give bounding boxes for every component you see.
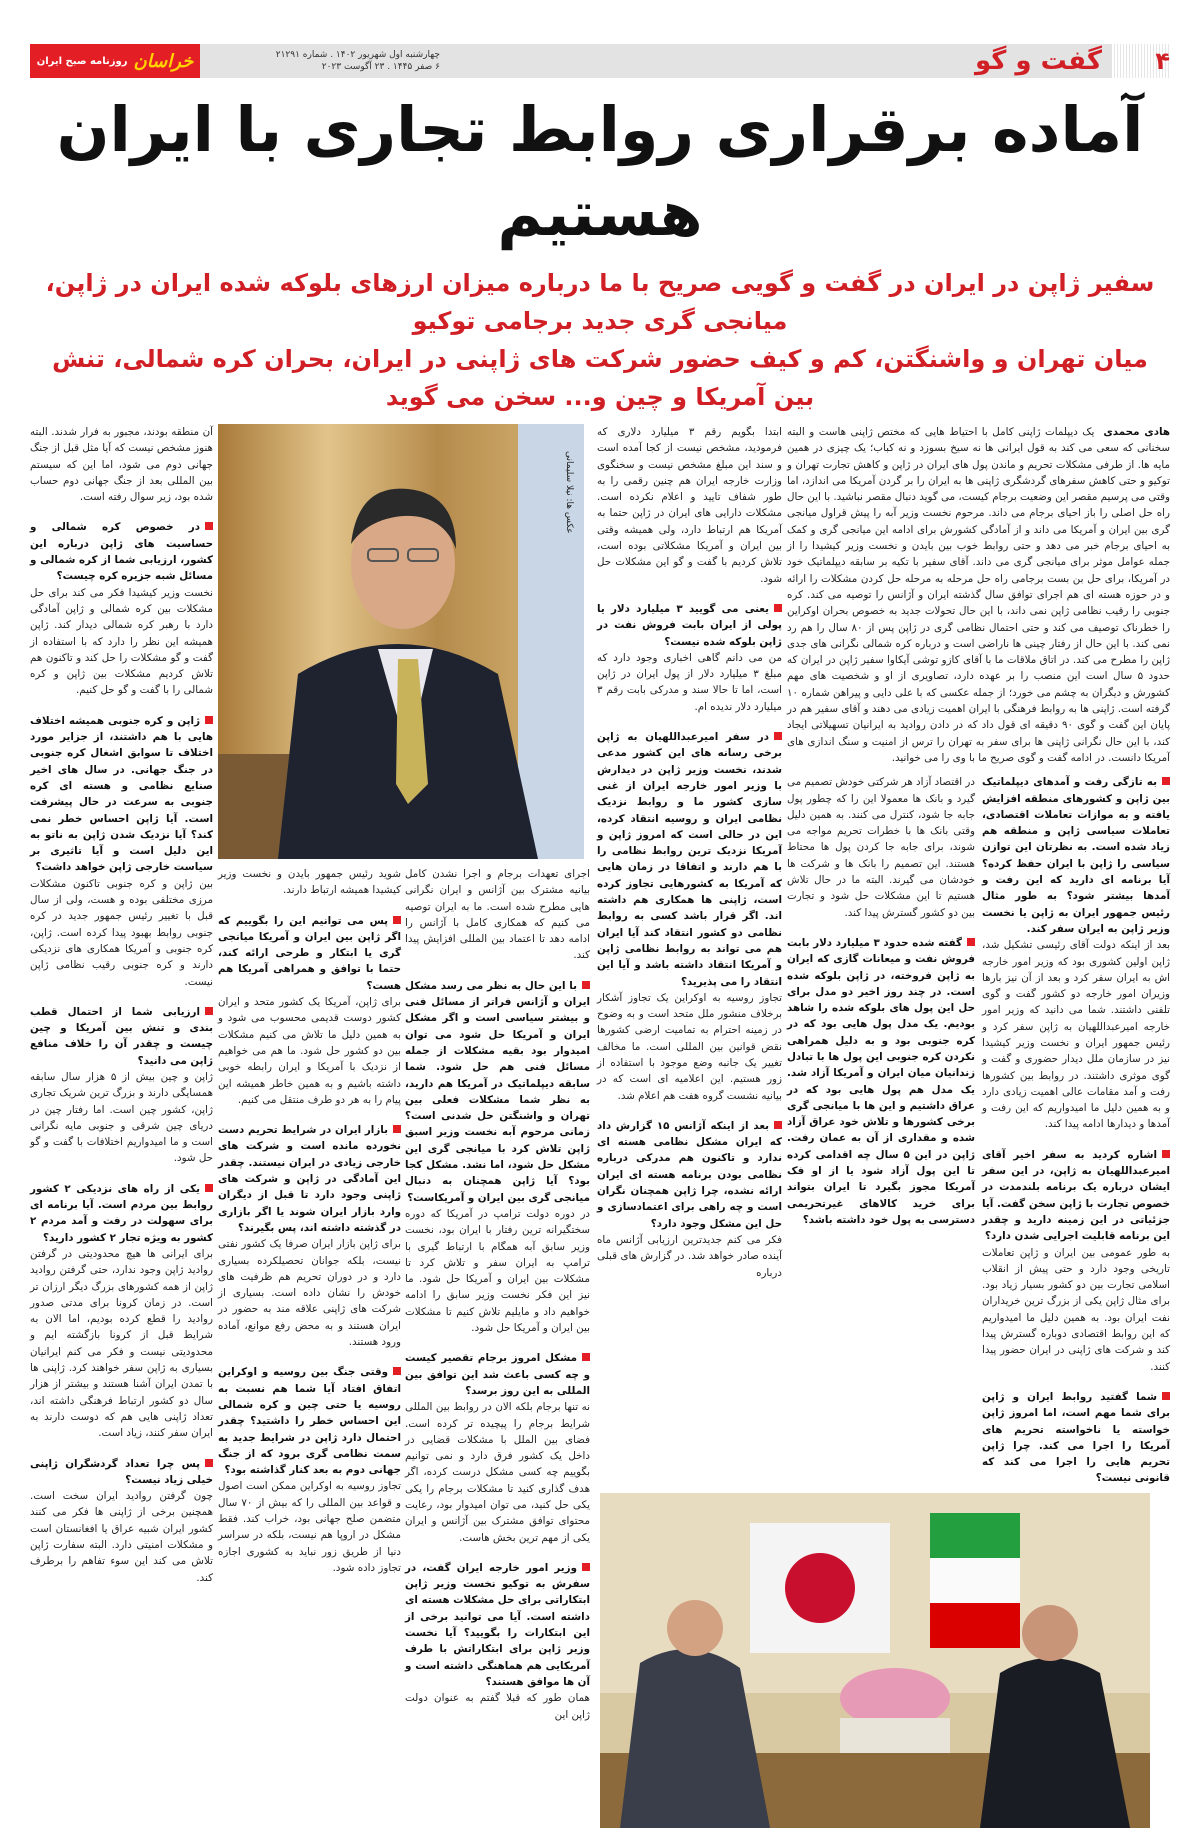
interview-answer: برای ژاپن بازار ایران صرفا یک کشور نفتی نیست، بلکه جوانان تحصیلکرده بسیاری دارد و در دوران تحریم هم ظرفیت های خودش را نشان داده است. بسیاری از شرکت های ژاپنی علاقه مند به حضور در ایران هستند و به محض رفع موانع، آماده ورود هستند. [218,1238,401,1349]
column-1 [982,774,1170,1486]
japan-flag-icon [750,1523,890,1653]
interview-answer: به طور عمومی بین ایران و ژاپن تعاملات تاریخی وجود دارد و حتی پیش از انقلاب اسلامی تجارت بین دو کشور بسیار زیاد بود. برای مثال ژاپن یکی از بزرگ ترین خریداران نفت ایران بود. به همین دلیل ما امیدواریم که این روابط اقتصادی دوباره گسترش پیدا کند و شرکت های ژاپنی در ایران حضور پیدا کنند. [982,1246,1170,1373]
interview-question: ژاپن و کره جنوبی همیشه اختلاف هایی با هم داشتند، از جزایر مورد اختلاف تا سوابق اشغال کره جنوبی در جنگ جهانی. در سال های اخیر صنایع نظامی و هسته ای کره جنوبی به سرعت در حال پیشرفت است. آیا ژاپن احساس خطر نمی کند؟ آیا نزدیک شدن ژاپن به ناتو به این دلیل است و آیا تاثیری بر سیاست خارجی ژاپن خواهد داشت؟ [30,713,213,876]
interview-question: بعد از اینکه آژانس ۱۵ گزارش داد که ایران مشکل نظامی هسته ای ندارد و تاکنون هم مدرکی درباره نظامی بودن برنامه هسته ای ایران ارائه نشده، چرا ژاپن همچنان نگران است و چه راهی برای اعتمادسازی و حل این مشکل وجود دارد؟ [597,1118,782,1232]
photo-credit: عکس ها: نیلا سلیمانی [564,451,574,534]
interview-answer: چون گرفتن روادید ایران سخت است. همچنین برخی از ژاپنی ها فکر می کنند کشور ایران شبیه عراق یا افغانستان است و مشکلات امنیتی دارد. البته سفارت ژاپن تلاش می کند این سوء تفاهم را برطرف کند. [30,1490,213,1584]
meeting-photo [600,1493,1150,1828]
interview-question: گفته شده حدود ۳ میلیارد دلار بابت فروش نفت و میعانات گازی که ایران به ژاپن فروخته، در ژاپن بلوکه شده است. در چند روز اخیر دو مدل برای حل این پول های بلوکه شده را شاهد بودیم. یک مدل پول هایی بود که در کره جنوبی بود و به دلیل همراهی نکردن کره جنوبی این پول ها با تبادل زندانیان میان ایران و آمریکا آزاد شد. یک مدل هم پول هایی بود که در عراق داشتیم و این ها با میانجی گری برخی کشورها و تلاش خود عراق آزاد شده و مقداری از آن به عمان رفت. ژاپن در این ۵ سال چه اقدامی کرده تا این پول آزاد شود یا از او فک آمریکا مجوز بگیرد تا ایران بتواند برای خرید کالاهای غیرتحریمی دسترسی به پول خود داشته باشد؟ [787,935,975,1228]
interview-question: پس می توانیم این را بگوییم که اگر ژاپن بین ایران و آمریکا میانجی گری یا ابتکار و طرحی ارائه کند، حتما با توافق و همراهی آمریکا هم هست؟ [218,913,401,994]
interview-answer: بعد از اینکه دولت آقای رئیسی تشکیل شد، ژاپن اولین کشوری بود که وزیر امور خارجه اش به ایران سفر کرد و بعد از آن نیز بارها وزیران امور خارجه دو کشور گفت و گوی تلفنی داشتند. شما می دانید که وزیر امور خارجه امیرعبداللهیان به ژاپن سفر کرد و رئیس جمهور ایران و نخست وزیر کیشیدا نیز در سازمان ملل دیدار حضوری و گفت و گوی موثری داشتند. در روابط بین کشورها رفت و آمد مقامات عالی اهمیت زیادی دارد و به همین دلیل ما امیدواریم که این رفت و آمدها و دیدارها ادامه پیدا کند. [982,939,1170,1131]
logo-brand: خراسان [133,50,194,72]
columns-4-5 [218,866,590,1737]
right-block [597,424,1170,1828]
ambassador-photo [218,424,584,859]
section-title: گفت و گو [974,46,1102,76]
interview-answer: من می دانم گاهی اخباری وجود دارد که مبلغ ۳ میلیارد دلار از پول ایران در ژاپن است، اما تا حالا سند و مدرکی بابت رقم ۳ میلیارد دلار ندیده ام. [597,651,782,713]
interview-question: یعنی می گویید ۳ میلیارد دلار یا پولی از ایران بابت فروش نفت در ژاپن بلوکه شده نیست؟ [597,601,782,650]
header-bar [30,44,1170,78]
column-6 [30,424,213,1600]
intro-area [787,424,1170,1487]
interview-answer: شوید رئیس جمهور بایدن و نخست وزیر کیشیدا همیشه ارتباط دارند. [218,868,401,897]
interview-question: اشاره کردید به سفر اخیر آقای امیرعبداللهیان به ژاپن، در این سفر ایشان درباره یک برنامه بلندمدت در خصوص تجارت با ژاپن سخن گفت. آیا جزئیاتی در این زمینه دارید و چقدر این برنامه قابلیت اجرایی شدن دارد؟ [982,1147,1170,1245]
iran-flag-icon [930,1513,1020,1648]
interview-question: بازار ایران در شرایط تحریم دست نخورده مانده است و شرکت های خارجی زیادی در ایران نیستند. چقدر این آمادگی در ژاپن و شرکت های ژاپنی وجود دارد تا قبل از دیگران وارد بازار ایران شوند یا اگر بازاری در گذشته داشته اند، پس بگیرند؟ [218,1122,401,1236]
interview-question: پس چرا تعداد گردشگران ژاپنی خیلی زیاد نیست؟ [30,1456,213,1489]
article-intro [787,424,1170,766]
article-body [30,424,1170,1828]
logo-tagline: روزنامه صبح ایران [36,55,128,67]
newspaper-logo [30,44,200,78]
interview-answer: در دوره دولت ترامپ در آمریکا که دوره سختگیرانه ترین رفتار با ایران بود، نخست وزیر سابق آبه همگام با ارتباط گیری با ترامپ به ایران سفر و تلاش کرد تا مشکلات بین ایران و آمریکا حل شود. ما نیز این فکر نخست وزیر سابق را ادامه خواهیم داد و مایلیم تلاش کنیم تا مشکلات بین ایران و آمریکا حل شود. [405,1207,590,1335]
issue-dateline [210,49,440,73]
date-line-1: چهارشنبه اول شهریور ۱۴۰۲ . شماره ۲۱۲۹۱ [275,50,440,60]
interview-question: به تازگی رفت و آمدهای دیپلماتیک بین ژاپن و کشورهای منطقه افزایش یافته و به موازات تعاملات اقتصادی، تعاملات سیاسی ژاپن و منطقه هم زیاد شده است. به نظرتان این توازن سیاسی را ژاپن با ایران حفظ کرده؟ آیا برنامه ای دارید که این رفت و آمدها بیشتر شود؟ به طور مثال رئیس جمهور ایران به ژاپن یا نخست وزیر ژاپن به ایران سفر کند. [982,774,1170,937]
interview-question: در خصوص کره شمالی و حساسیت های ژاپن درباره این کشور، ارزیابی شما از کره شمالی و مسائل شبه جزیره کره چیست؟ [30,519,213,584]
interview-answer: آن منطقه بودند، مجبور به فرار شدند. البته هنوز مشخص نیست که آیا مثل قبل از جنگ جهانی دوم می شود، اما این که سیستم بین المللی بعد از جنگ جهانی دوم حساب شده بود، زیر سوال رفته است. [30,426,213,504]
interview-question: مشکل امروز برجام تقصیر کیست و چه کسی باعث شد این توافق بین المللی به این روز برسد؟ [405,1350,590,1399]
right-top [597,424,1170,1487]
subheadline [30,264,1170,416]
interview-answer: برای ژاپن، آمریکا یک کشور متحد و ایران کشور دوست قدیمی محسوب می شود و به همین دلیل ما تلاش می کنیم مشکلات بین دو کشور حل شود. ما هم می خواهیم از نزدیک با آمریکا و ایران رابطه خوبی داشته باشیم و به همین خاطر همیشه این پیام را به هر دو طرف منتقل می کنیم. [218,996,401,1106]
interview-answer: ژاپن و چین بیش از ۵ هزار سال سابقه همسایگی دارند و بزرگ ترین شریک تجاری ژاپن، کشور چین است. اما رفتار چین در دریای چین شرقی و جنوبی مایه نگرانی است و ما امیدواریم اختلافات با گفت و گو حل شود. [30,1070,213,1165]
interview-answer: ابتدا بگویم رقم ۳ میلیارد دلاری که فرمودید، مشخص نیست از کجا آمده است و سند این مبلغ مشخص نیست و سخنگوی وزارت خارجه ایران هم چنین رقمی را به طور شفاف تایید و اعلام نکرده است. مشکلات دارایی های ایران در ژاپن حتما به آمریکا هم ارتباط دارد، ولی همیشه وقتی بین ایران و آمریکا مشکلاتی بوده است، تلاش کردیم با گفت و گو این مشکلات حل شود. [597,426,782,585]
interview-answer: تجاوز روسیه به اوکراین ممکن است اصول و قواعد بین المللی را که بیش از ۷۰ سال متضمن صلح جهانی بود، خراب کند. فقط مشکل در اروپا هم نیست، بلکه در سراسر دنیا از طریق زور نباید به کشوری اجازه تجاوز داده شود. [218,1480,401,1574]
interview-answer: فکر می کنم جدیدترین ارزیابی آژانس ماه آینده صادر خواهد شد. در گزارش های قبلی درباره [597,1233,782,1279]
header-strip [200,44,1112,78]
page-number: ۴ [1112,44,1170,78]
column-3 [597,424,782,1295]
interview-answer: تجاوز روسیه به اوکراین یک تجاوز آشکار برخلاف منشور ملل متحد است و به وضوح در زمینه احترام به تمامیت ارضی کشورها نقض قوانین بین المللی است. ما مخالف تغییر یک جانبه وضع موجود با استفاده از زور هستیم. این اعلامیه ای است که در بیانیه نشست گروه هفت هم اعلام شد. [597,991,782,1102]
interview-question: شما گفتید روابط ایران و ژاپن برای شما مهم است، اما امروز ژاپن خواسته یا ناخواسته تحریم های آمریکا را اجرا می کند. چرا ژاپن تحریم هایی را اجرا می کند که قانونی نیست؟ [982,1389,1170,1487]
interview-answer: همان طور که قبلا گفتم به عنوان دولت ژاپن این [405,1692,590,1721]
interview-question: در سفر امیرعبداللهیان به ژاپن برخی رسانه های این کشور مدعی شدند، نخست وزیر ژاپن در دیدارش با وزیر امور خارجه ایران از غنی سازی کشور ما و روابط نزدیک نظامی ایران و روسیه انتقاد کرده، این در حالی است که امروز ژاپن و آمریکا نزدیک ترین روابط نظامی را با هم دارند و اتفاقا در زمان هایی که آمریکا به کشورهایی تجاوز کرده است، ژاپنی ها همکاری هم داشته اند. اگر قرار باشد کسی به روابط نظامی دو کشور انتقاد کند آیا ایران هم می تواند به روابط نظامی ژاپن و آمریکا انتقاد داشته باشد و آیا این انتقاد را می پذیرید؟ [597,729,782,990]
interview-question: با این حال به نظر می رسد مشکل ایران و آژانس فراتر از مسائل فنی و بیشتر سیاسی است و اگر مشکل ایران و آمریکا حل شود می توان امیدوار بود بقیه مشکلات از جمله مسائل فنی هم حل شود. شما سابقه دیپلماتیک در آمریکا هم دارید، به نظر شما مشکلات فعلی بین تهران و واشنگتن حل شدنی است؟ زمانی مرحوم آبه نخست وزیر اسبق ژاپن تلاش کرد با میانجی گری این مشکل حل شود، اما نشد. مشکل کجا بود؟ آیا ژاپن همچنان به دنبال میانجی گری بین ایران و آمریکاست؟ [405,978,590,1206]
interview-answer: نخست وزیر کیشیدا فکر می کند برای حل مشکلات بین کره شمالی و ژاپن آمادگی دارد با رهبر کره شمالی دیدار کند. ژاپن همیشه این نظر را دارد که با استفاده از گفت و گو مشکلات را حل کند و تاکنون هم تلاش کردیم مشکلات بین ژاپن و کره شمالی را با گفت و گو حل کنیم. [30,586,213,697]
columns-1-2 [787,774,1170,1486]
interview-question: وقتی جنگ بین روسیه و اوکراین اتفاق افتاد آیا شما هم نسبت به روسیه یا حتی چین و کره شمالی این احساس خطر را داشتید؟ چقدر احتمال دارد ژاپن در شرایط جدید به سمت نظامی گری برود که از جنگ جهانی دوم به بعد کنار گذاشته بود؟ [218,1364,401,1478]
subheadline-line-1: سفیر ژاپن در ایران در گفت و گویی صریح با ما درباره میزان ارزهای بلوکه شده ایران در ژاپن، میانجی گری جدید برجامی توکیو [45,269,1155,335]
interview-answer: نه تنها برجام بلکه الان در روابط بین المللی شرایط برجام را پیچیده تر کرده است. فضای بین الملل با مشکلات قضایی در داخل یک کشور فرق دارد و نمی توانیم بگوییم چه کسی مشکل درست کرده، اگر هدف گذاری کنید تا مشکلات برجام را یکی یکی حل کنید، می توان امیدوار بود، رعایت محتوای توافق مشترک بین آژانس و ایران یکی از مهم ترین بخش هاست. [405,1401,590,1544]
interview-question: وزیر امور خارجه ایران گفت، در سفرش به توکیو نخست وزیر ژاپن ابتکاراتی برای حل مشکلات هسته ای داشته است. آیا می توانید برخی از این ابتکارات را بگویید؟ آیا نخست وزیر ژاپن برای ابتکاراتش با طرف آمریکایی هم هماهنگی داشته است و آن ها موافق هستند؟ [405,1560,590,1690]
author-byline: هادی محمدی [1103,426,1170,438]
column-2 [787,774,975,1486]
interview-answer: بین ژاپن و کره جنوبی تاکنون مشکلات مرزی مختلفی بوده و هست، ولی از سال قبل با تغییر رئیس جمهور جدید در کره جنوبی روابط بهبود پیدا کرده است. ژاپن، کره جنوبی و آمریکا همکاری های نزدیکی دارند و کره جنوبی رقیب نظامی ژاپن نیست. [30,877,213,988]
interview-answer: در اقتصاد آزاد هر شرکتی خودش تصمیم می گیرد و بانک ها معمولا این را که چطور پول جابه جا شود، کنترل می کنند. به همین دلیل وقتی بانک ها با خطرات تحریم مواجه می شوند، برای جابه جا کردن پول ها محتاط هستند. این تصمیم را بانک ها و شرکت ها خودشان می گیرند. البته ما در حال تلاش هستیم تا این مشکلات حل شود و تجارت بین دو کشور گسترش پیدا کند. [787,776,975,919]
headline: آماده برقراری روابط تجاری با ایران هستیم [56,93,1144,250]
left-block [30,424,590,1737]
photo-area [218,424,590,1737]
interview-question: یکی از راه های نزدیکی ۲ کشور روابط بین مردم است. آیا برنامه ای برای سهولت در رفت و آمد مردم ۲ کشور به ویژه تجار ۲ کشور دارید؟ [30,1181,213,1246]
subheadline-line-2: میان تهران و واشنگتن، کم و کیف حضور شرکت های ژاپنی در ایران، بحران کره شمالی، تنش بین آمریکا و چین و... سخن می گوید [52,345,1148,411]
interview-question: ارزیابی شما از احتمال قطب بندی و تنش بین آمریکا و چین چیست و چقدر آن را خلاف منافع ژاپن می دانید؟ [30,1004,213,1069]
column-5 [218,866,401,1737]
date-line-2: ۶ صفر ۱۴۴۵ . ۲۳ آگوست ۲۰۲۳ [321,62,440,72]
column-4 [405,866,590,1737]
interview-answer: اجرای تعهدات برجام و اجرا نشدن کامل بیانیه مشترک بین آژانس و ایران نگرانی هایی مطرح شده است. ما به ایران توصیه می کنیم که همکاری کامل با آژانس را ادامه دهد تا اعتماد بین المللی افزایش پیدا کند. [405,868,590,962]
interview-answer: برای ایرانی ها هیچ محدودیتی در گرفتن روادید ژاپن وجود ندارد، حتی گرفتن روادید ژاپن از همه کشورهای بزرگ دیگر ارزان تر است. در زمان کرونا برای مدتی صدور روادید را قطع کرده بودیم، اما الان به شرایط قبل از کرونا بازگشته ایم و محدودیتی نیست و فکر می کنم ایرانیان بسیاری به ژاپن سفر خواهند کرد. ژاپنی ها با تمدن ایران آشنا هستند و بیشتر از هزار سال دو کشور ارتباط فرهنگی داشته اند، تعداد ژاپنی هایی هم که دوست دارند به ایران سفر کنند، زیاد است. [30,1247,213,1440]
intro-text: یک دیپلمات ژاپنی کامل با احتیاط هایی که مختص ژاپنی هاست و البته سخنانی که سعی می کند به قول ایرانی ها نه سیخ بسوزد و نه کباب؛ یک چیزی در همین مایه ها. از طرفی مشکلات تحریم و ماندن پول های ایران در ژاپن و کاهش تجارت تهران و توکیو و حتی کاهش سفرهای گردشگری ژاپنی ها به ایران را بر گردن آمریکا می اندازد، اما وقتی می پرسیم مقصر این وضعیت برجام کیست، می گوید دنبال مقصر نباشید. با این حال راه حل اصلی را باز احیای برجام می داند. مرحوم نخست وزیر آبه را پیش قراول میانجی گری بین ایران و آمریکا می داند و از آمادگی کشورش برای ادامه این میانجی گری و کمک به احیای برجام خبر می دهد و حتی روابط خوب بین بایدن و نخست وزیر کیشیدا را از جمله عوامل موثر برای میانجی گری می داند. آقای سفیر با تکیه بر سابقه دیپلماتیک خود در آمریکا، برای حل بن بست برجامی راه حل مرحله به مرحله حل کردن مشکلات را ارائه و در حوزه هسته ای هم اجرای توافق سال گذشته ایران و آژانس را توصیه می کند. کره جنوبی را رقیب نظامی ژاپن نمی داند، با این حال تحولات جدید به خصوص بحران اوکراین را خطرناک توصیف می کند و حتی احتمال نظامی گری در ژاپن پس از ۸۰ سال را هم رد نمی کند. با این حال از رفتار چینی ها ناراضی است و درباره کره شمالی نگرانی های جدی ژاپن را مطرح می کند. در اتاق ملاقات ما با آقای کازو توشی آیکاوا سفیر ژاپن در ایران که حدود ۵ سال است این منصب را بر عهده دارد، تصاویری از او و شخصیت های مهم کشورش و دیگران به چشم می خورد؛ از جمله عکسی که با علی دایی و پیراهن شماره ۱۰ گرفته است. ژاپنی ها به روابط فرهنگی با ایران اهمیت زیادی می دهند و آقای سفیر هم در پایان این گفت و گوی ۹۰ دقیقه ای قول داد که در دادن روادید به ایرانیان تسهیلاتی ایجاد کند، با این حال نگرانی ژاپنی ها برای سفر به تهران را ترس از امنیت و سنگ اندازی های آمریکا دانست. در ادامه گفت و گوی صریح ما با وی را می خوانید. [787,426,1170,764]
